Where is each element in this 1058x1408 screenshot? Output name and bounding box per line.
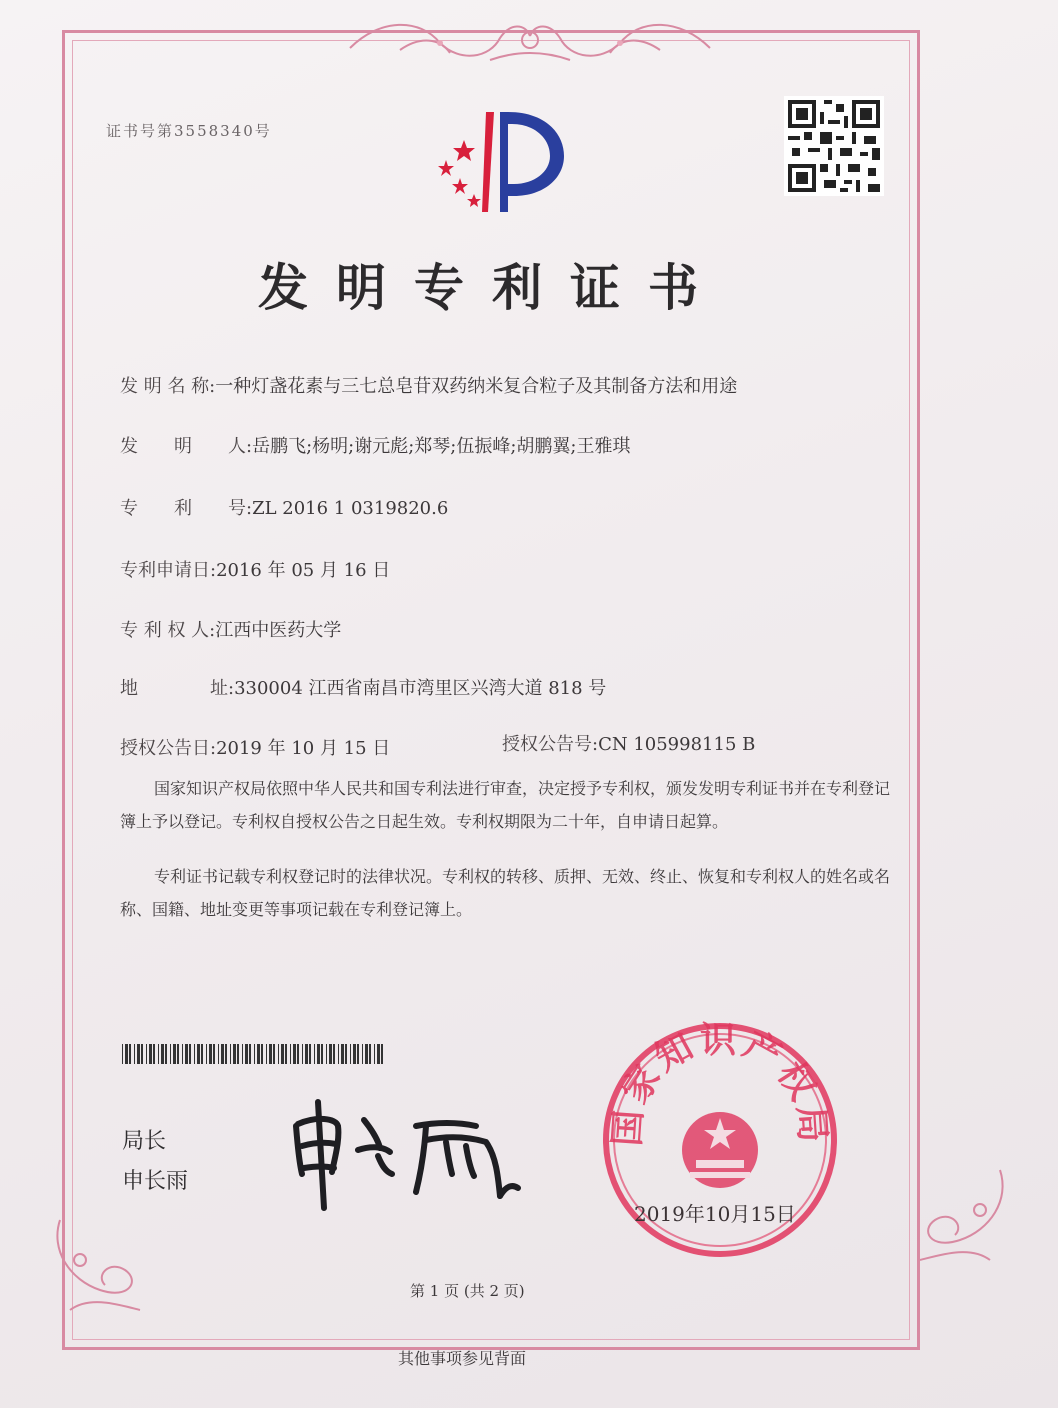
field-value: 2019 年 10 月 15 日 — [216, 738, 391, 759]
corner-ornament-bottom-right-icon — [900, 1150, 1020, 1270]
field-value: 330004 江西省南昌市湾里区兴湾大道 818 号 — [234, 678, 607, 699]
corner-ornament-bottom-left-icon — [40, 1200, 160, 1320]
field-grant-number — [502, 730, 755, 756]
field-label: 授权公告日: — [120, 738, 217, 759]
field-value: 2016 年 05 月 16 日 — [216, 560, 391, 581]
field-value: ZL 2016 1 0319820.6 — [252, 498, 449, 519]
field-label: 授权公告号: — [502, 734, 599, 755]
body-paragraph-2: 专利证书记载专利权登记时的法律状况。专利权的转移、质押、无效、终止、恢复和专利权人的姓名或名称、国籍、地址变更等事项记载在专利登记簿上。 — [120, 867, 891, 919]
field-address — [120, 674, 606, 700]
top-ornament-icon — [340, 8, 720, 70]
footer-note: 其他事项参见背面 — [398, 1349, 527, 1368]
field-invention-name — [120, 372, 737, 398]
field-patentee — [120, 616, 341, 642]
field-value: 一种灯盏花素与三七总皂苷双药纳米复合粒子及其制备方法和用途 — [215, 376, 738, 397]
page-indicator: 第 1 页 (共 2 页) — [410, 1282, 525, 1300]
svg-text:国家知识产权局: 国家知识产权局 — [606, 1020, 834, 1148]
field-grant-date — [120, 734, 390, 760]
field-label: 发 明 名 称: — [120, 376, 216, 397]
signatory-name: 申长雨 — [122, 1169, 189, 1194]
field-label: 专利申请日: — [120, 560, 217, 581]
field-inventors — [120, 432, 630, 458]
signatory-title: 局长 — [122, 1129, 167, 1154]
field-label: 地 址: — [120, 678, 235, 699]
barcode-icon — [122, 1044, 384, 1064]
cnipa-logo-icon — [416, 100, 576, 218]
certificate-number: 证书号第3558340号 — [106, 122, 272, 140]
field-label: 专 利 权 人: — [120, 620, 216, 641]
director-signature-icon — [286, 1096, 526, 1216]
certificate-title: 发明专利证书 — [258, 259, 726, 317]
field-value: 岳鹏飞;杨明;谢元彪;郑琴;伍振峰;胡鹏翼;王雅琪 — [252, 436, 631, 457]
field-label: 发 明 人: — [120, 436, 253, 457]
field-filing-date — [120, 556, 390, 582]
body-paragraph-1: 国家知识产权局依照中华人民共和国专利法进行审查，决定授予专利权，颁发发明专利证书并在专利登记簿上予以登记。专利权自授权公告之日起生效。专利权期限为二十年，自申请日起算。 — [120, 779, 891, 831]
field-value: 江西中医药大学 — [215, 620, 342, 641]
field-patent-number — [120, 494, 448, 520]
seal-date: 2019年10月15日 — [634, 1202, 796, 1226]
field-label: 专 利 号: — [120, 498, 253, 519]
qr-code-icon — [784, 96, 884, 196]
field-value: CN 105998115 B — [598, 734, 756, 755]
